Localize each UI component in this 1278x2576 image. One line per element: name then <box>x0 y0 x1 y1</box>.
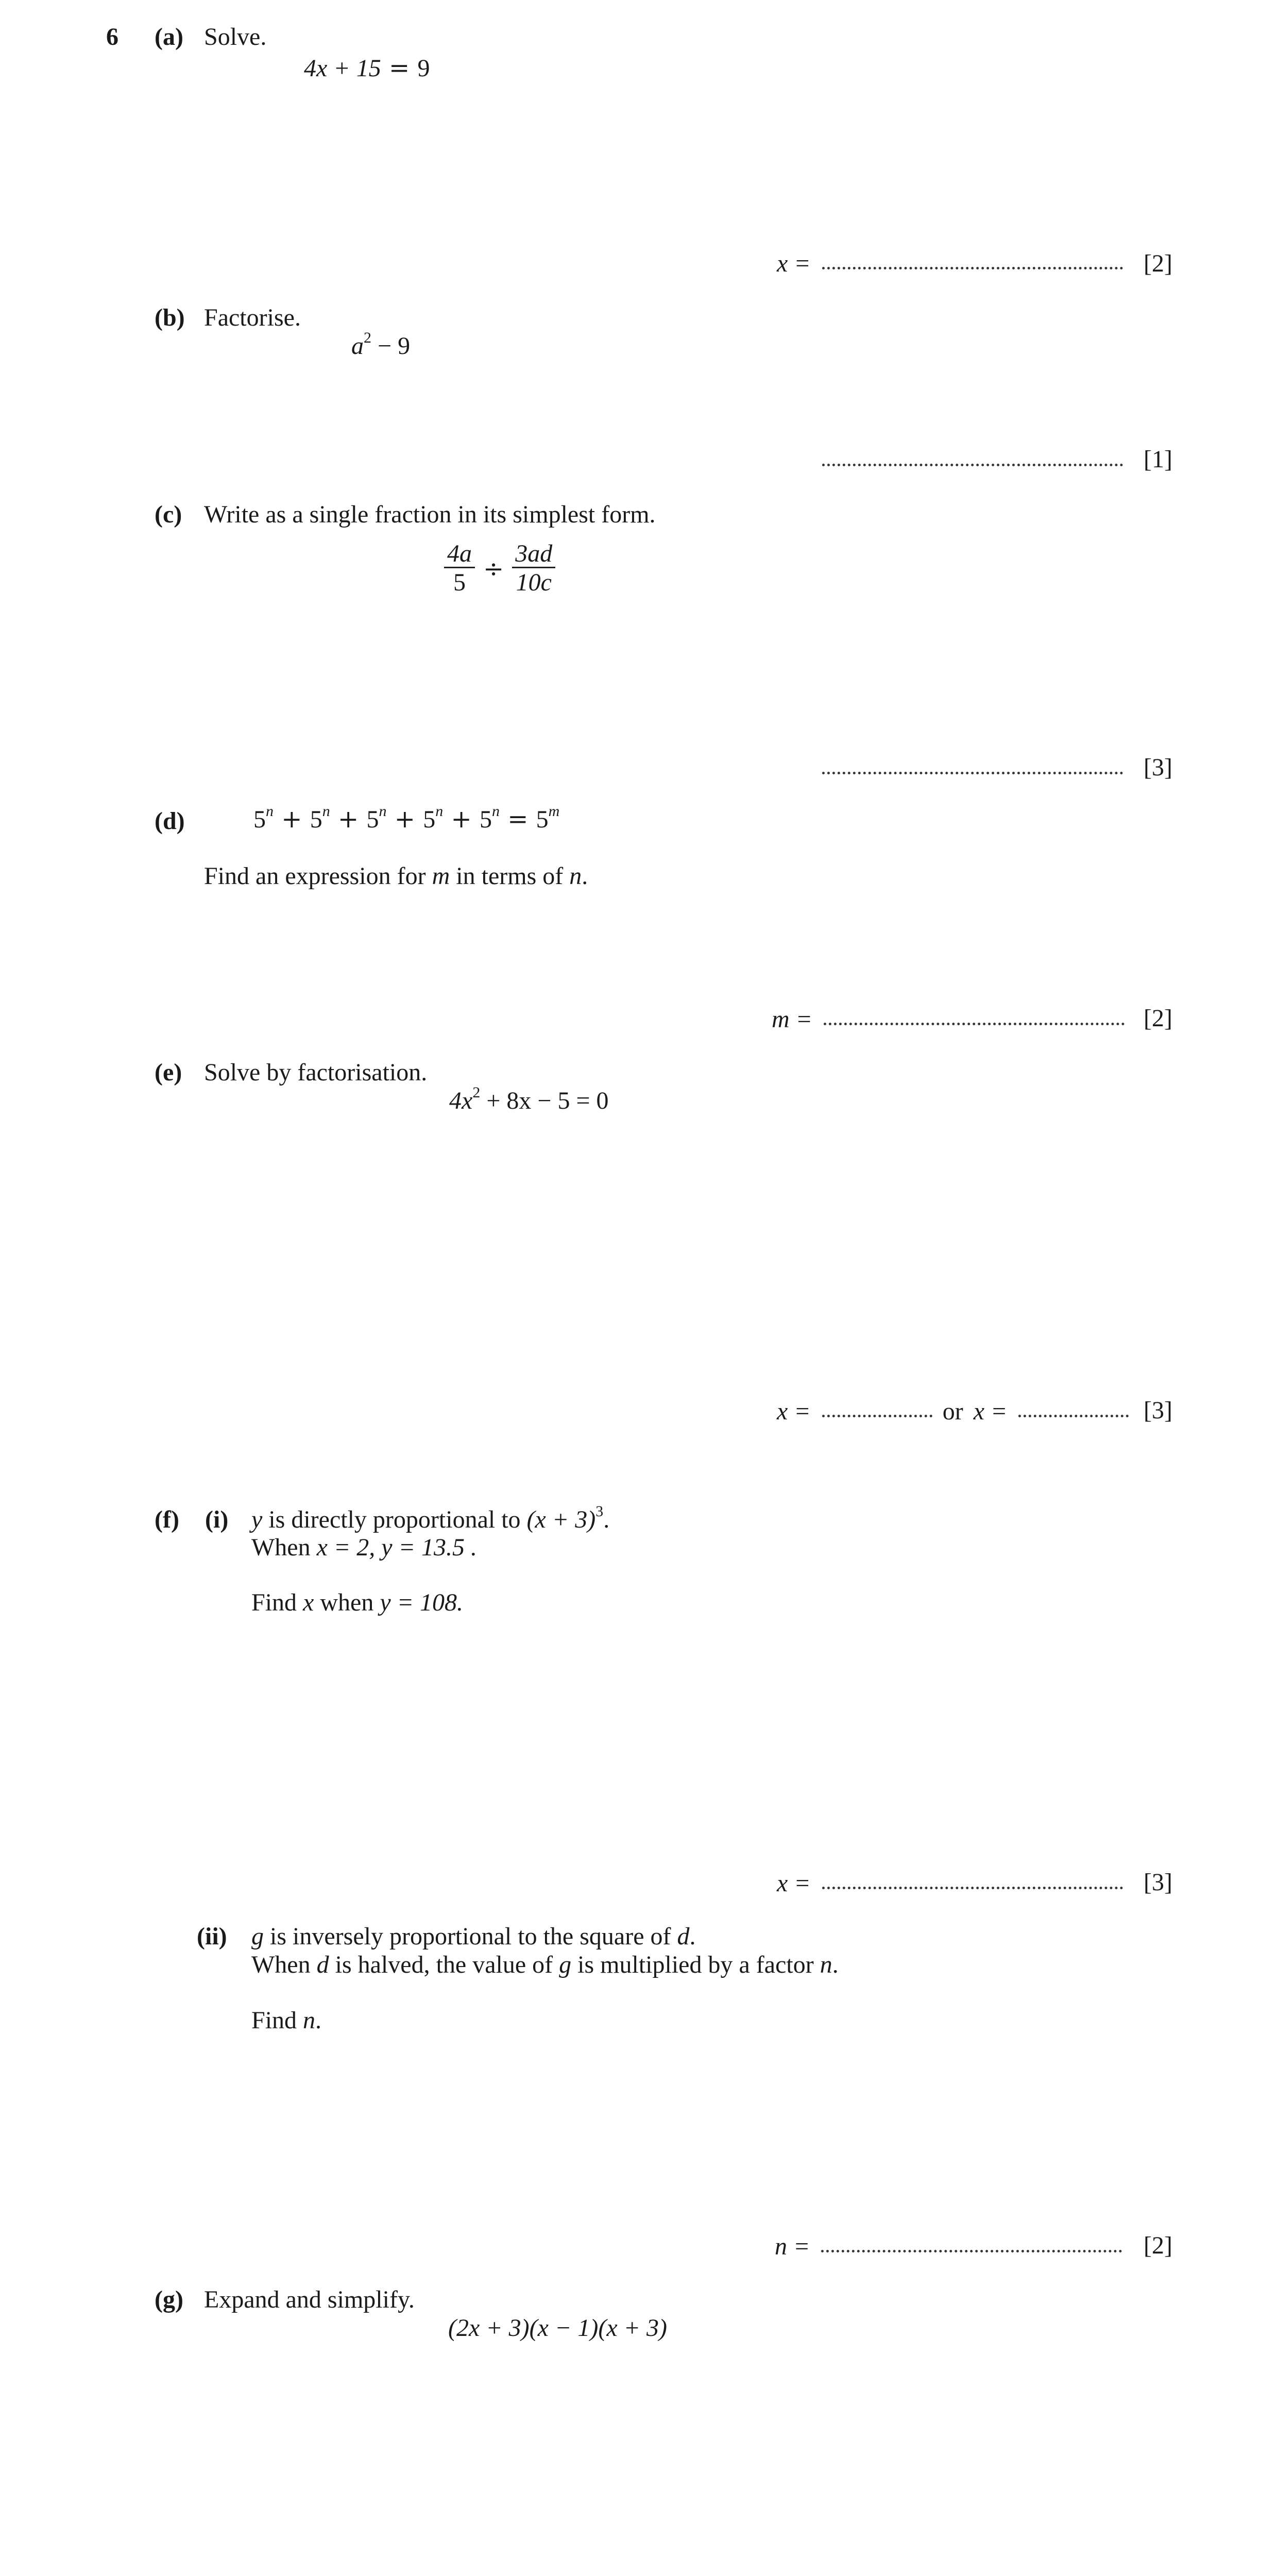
part-d-label: (d) <box>155 807 185 835</box>
part-e-marks: [3] <box>1144 1397 1172 1424</box>
part-b-answer-line[interactable] <box>822 448 1123 473</box>
part-g-label: (g) <box>155 2286 183 2313</box>
answer-dots[interactable] <box>824 1023 1124 1025</box>
part-b-expression: $a^2 - 9$ <box>351 329 411 360</box>
part-f-i-answer-line[interactable]: x = <box>777 1871 1123 1896</box>
part-e-label: (e) <box>155 1059 182 1086</box>
answer-dots[interactable] <box>822 772 1123 774</box>
part-d-answer-line[interactable]: m = <box>772 1007 1124 1032</box>
part-f-i-line3: Find x when y = 108. <box>251 1589 464 1616</box>
question-number: 6 <box>106 23 118 50</box>
part-g-instruction: Expand and simplify. <box>204 2286 415 2313</box>
part-b-label: (b) <box>155 304 185 331</box>
part-e-instruction: Solve by factorisation. <box>204 1059 428 1086</box>
part-c-fraction-expression <box>444 541 555 597</box>
answer-dots[interactable] <box>822 1887 1123 1889</box>
answer-dots[interactable] <box>822 267 1123 269</box>
part-f-i-marks: [3] <box>1144 1869 1172 1896</box>
part-a-rhs: 9 <box>417 55 430 82</box>
fraction-1: $\frac{4a}{5}$ <box>444 541 475 597</box>
part-f-ii-answer-line[interactable]: n = <box>775 2234 1122 2259</box>
part-a-lhs: 4x + 15 <box>304 55 381 82</box>
part-d-marks: [2] <box>1144 1005 1172 1032</box>
part-f-i-line1: y is directly proportional to $(x + 3)^3$. <box>251 1503 610 1533</box>
part-b-marks: [1] <box>1144 446 1172 473</box>
part-a-label: (a) <box>155 23 183 50</box>
part-c-label: (c) <box>155 501 182 528</box>
part-f-ii-label: (ii) <box>197 1923 227 1950</box>
part-f-ii-marks: [2] <box>1144 2232 1172 2259</box>
part-a-answer-line[interactable] <box>777 251 1123 276</box>
part-f-ii-line1: g is inversely proportional to the square of d. <box>251 1923 696 1950</box>
answer-dots-1[interactable] <box>822 1415 932 1417</box>
part-e-answer-line[interactable]: x = or x = <box>777 1399 1129 1424</box>
part-f-ii-line2: When d is halved, the value of g is multiplied by a factor n. <box>251 1951 839 1978</box>
answer-dots[interactable] <box>821 2250 1122 2252</box>
fraction-2: $\frac{3ad}{10c}$ <box>512 541 555 597</box>
part-f-i-line2: When x = 2, y = 13.5 . <box>251 1534 477 1561</box>
part-d-instruction: Find an expression for m in terms of n. <box>204 862 588 890</box>
part-f-i-label: (i) <box>205 1506 229 1533</box>
part-g-expression: (2x + 3)(x − 1)(x + 3) <box>448 2314 667 2342</box>
answer-dots-2[interactable] <box>1018 1415 1129 1417</box>
divide-operator: ÷ <box>483 554 504 584</box>
part-b-instruction: Factorise. <box>204 304 301 331</box>
part-a-answer-prefix: x = <box>777 250 811 277</box>
part-f-label: (f) <box>155 1506 179 1533</box>
answer-dots[interactable] <box>822 464 1123 466</box>
part-c-instruction: Write as a single fraction in its simplest form. <box>204 501 656 528</box>
part-c-answer-line[interactable] <box>822 756 1123 781</box>
part-d-equation: $5^n + 5^n + 5^n + 5^n + 5^n = 5^m$ <box>253 803 560 834</box>
part-f-ii-line3: Find n. <box>251 2007 322 2034</box>
part-a-instruction: Solve. <box>204 23 267 50</box>
part-e-equation: $4x^2 + 8x - 5 = 0$ <box>449 1084 609 1114</box>
part-c-marks: [3] <box>1144 754 1172 781</box>
part-a-equation: 4x + 15 = 9 <box>304 54 430 82</box>
part-a-marks: [2] <box>1144 250 1172 277</box>
